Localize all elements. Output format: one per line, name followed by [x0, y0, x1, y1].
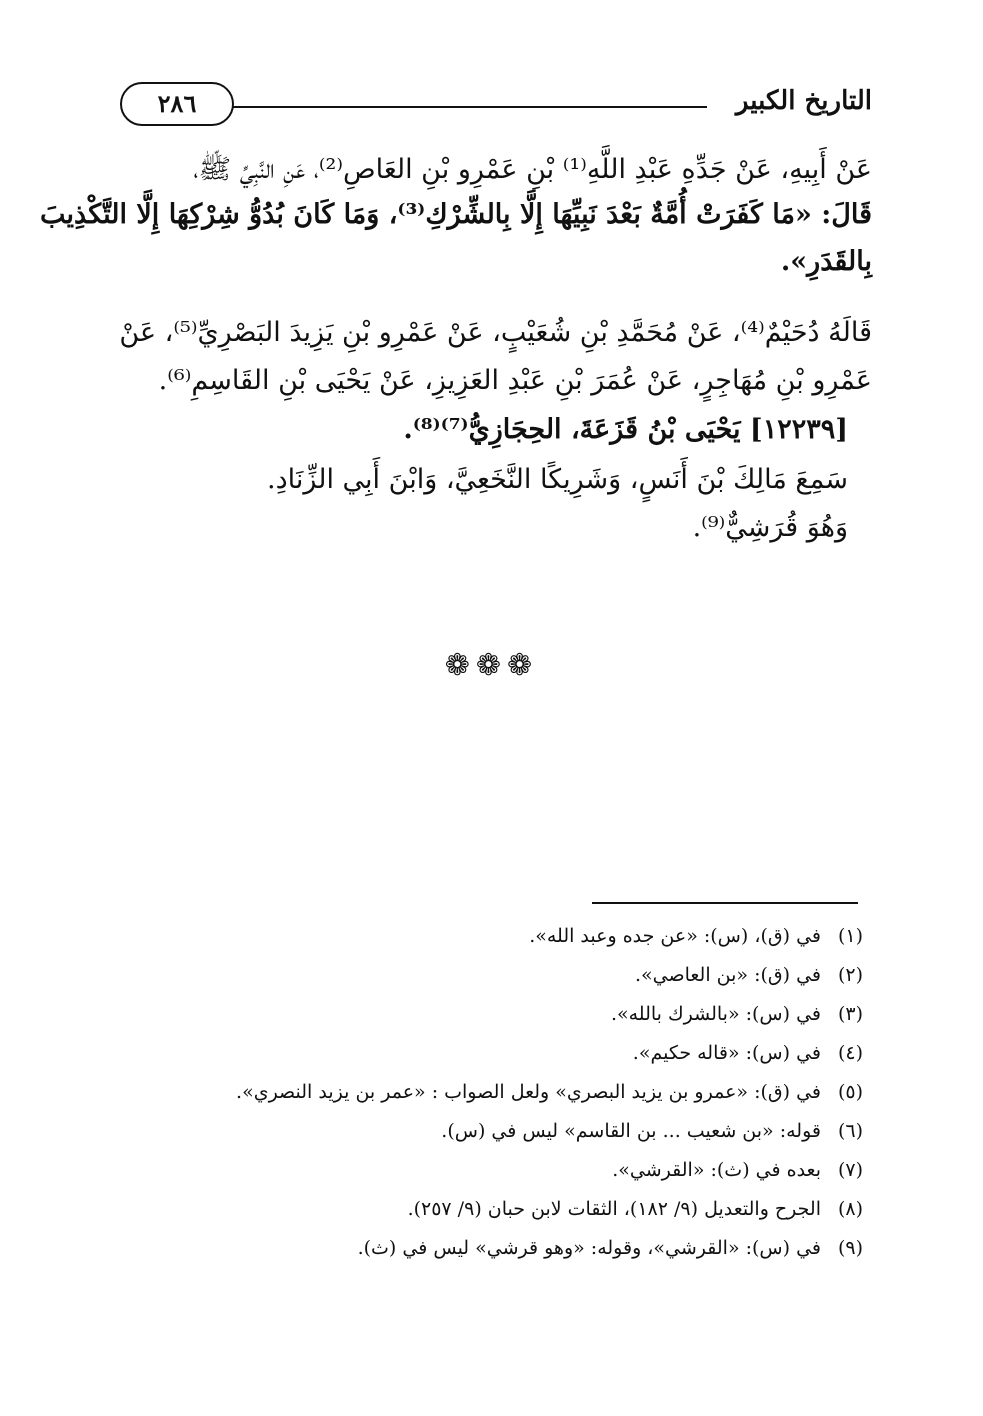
text-line: عَنْ أَبِيهِ، عَنْ جَدِّهِ عَبْدِ اللَّهِ⁽¹⁾ بْنِ عَمْرِو بْنِ العَاصِ⁽²⁾، عَنِ النَّبِيِّ ﷺ، [193, 154, 872, 185]
footnote-item [358, 1232, 863, 1264]
footnote-text: بعده في (ث): «القرشي». [612, 1159, 821, 1181]
footnote-text: الجرح والتعديل (٩/ ١٨٢)، الثقات لابن حبان (٩/ ٢٥٧). [407, 1198, 821, 1220]
footnote-text: في (س): «القرشي»، وقوله: «وهو قرشي» ليس في (ث). [357, 1237, 821, 1259]
footnote-item [611, 998, 863, 1030]
footnote-number: (٨) [837, 1198, 863, 1220]
running-title: التاريخ الكبير [735, 86, 872, 116]
footnote-separator [592, 902, 858, 904]
footnote-text: في (س): «قاله حكيم». [632, 1042, 821, 1064]
footnote-number: (٥) [837, 1081, 863, 1103]
footnote-text: قوله: «بن شعيب ... بن القاسم» ليس في (س). [441, 1120, 821, 1142]
footnote-number: (٧) [837, 1159, 863, 1181]
footnote-item [408, 1193, 863, 1225]
footnote-number: (٣) [837, 1003, 863, 1025]
header-rule [232, 106, 707, 108]
text-line: عَمْرِو بْنِ مُهَاجِرٍ، عَنْ عُمَرَ بْنِ عَبْدِ العَزِيزِ، عَنْ يَحْيَى بْنِ القَاسِمِ⁽⁶⁾. [158, 365, 872, 396]
footnote-text: في (ق): «بن العاصي». [634, 964, 821, 986]
text-line: قَالَ: «مَا كَفَرَتْ أُمَّةٌ بَعْدَ نَبِيِّهَا إِلَّا بِالشِّرْكِ⁽³⁾، وَمَا كَانَ بُدُوُّ شِرْكِهَا إِلَّا التَّكْذِيبَ [40, 199, 872, 230]
text-line: بِالقَدَرِ». [780, 246, 872, 277]
page-number: ٢٨٦ [120, 82, 234, 126]
footnote-item [441, 1115, 863, 1147]
text-line: سَمِعَ مَالِكَ بْنَ أَنَسٍ، وَشَرِيكًا النَّخَعِيَّ، وَابْنَ أَبِي الزِّنَادِ. [266, 464, 848, 495]
page-header [120, 82, 872, 128]
entry-heading: [١٢٢٣٩] يَحْيَى بْنُ قَزَعَةَ، الحِجَازِيُّ⁽⁷⁾⁽⁸⁾. [403, 414, 848, 445]
footnote-number: (١) [837, 925, 863, 947]
footnote-item [529, 920, 863, 952]
footnote-text: في (س): «بالشرك بالله». [610, 1003, 821, 1025]
text-line: وَهُوَ قُرَشِيٌّ⁽⁹⁾. [692, 512, 848, 543]
footnote-text: في (ق)، (س): «عن جده وعبد الله». [529, 925, 821, 947]
footnote-number: (٤) [837, 1042, 863, 1064]
text-line: قَالَهُ دُحَيْمٌ⁽⁴⁾، عَنْ مُحَمَّدِ بْنِ شُعَيْبٍ، عَنْ عَمْرِو بْنِ يَزِيدَ البَصْرِيِّ⁽⁵⁾، عَنْ [119, 317, 872, 348]
footnote-item [236, 1076, 863, 1108]
footnote-item [635, 959, 863, 991]
footnote-item [633, 1037, 863, 1069]
footnote-item [612, 1154, 863, 1186]
footnote-text: في (ق): «عمرو بن يزيد البصري» ولعل الصواب : «عمر بن يزيد النصري». [236, 1081, 821, 1103]
footnote-number: (٩) [837, 1237, 863, 1259]
section-ornament: ❁❁❁ [444, 648, 539, 683]
footnote-number: (٢) [837, 964, 863, 986]
footnote-number: (٦) [837, 1120, 863, 1142]
